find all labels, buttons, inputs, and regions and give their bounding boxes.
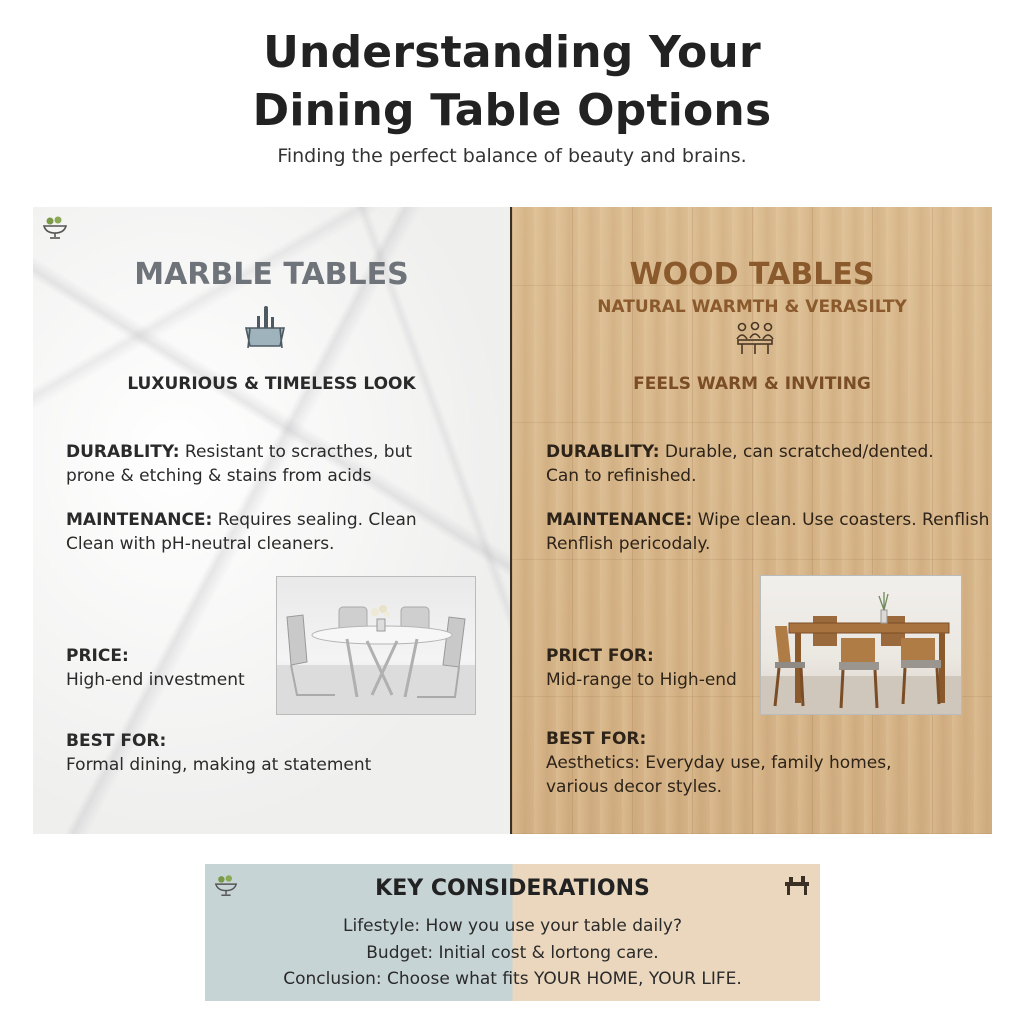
key-line-budget: Budget: Initial cost & lortong care. [366,943,659,963]
wood-maintenance-label: MAINTENANCE: [546,510,693,530]
marble-panel [33,207,510,834]
key-line-lifestyle: Lifestyle: How you use your table daily? [343,916,682,936]
wood-look: FEELS WARM & INVITING [633,374,871,394]
key-considerations-title: KEY CONSIDERATIONS [375,876,650,901]
marble-look: LUXURIOUS & TIMELESS LOOK [127,374,416,394]
marble-table-photo [276,576,476,715]
wood-price-text: Mid-range to High-end [546,670,737,690]
wood-tagline: NATURAL WARMTH & VERASILTY [597,297,907,317]
wood-best-label: BEST FOR: [546,729,647,749]
wood-best-for [546,727,891,799]
marble-maintenance-text-1: Requires sealing. Clean [212,510,417,530]
marble-durability [66,440,412,488]
family-dining-icon [734,321,776,359]
page-title-line-2: Dining Table Options [252,85,772,136]
key-line-conclusion: Conclusion: Choose what fits YOUR HOME, YOUR LIFE. [283,969,742,989]
marble-durability-text-1: Resistant to scracthes, but [179,442,413,462]
page-subtitle: Finding the perfect balance of beauty and brains. [277,145,747,167]
wood-best-text-2: various decor styles. [546,777,723,797]
marble-maintenance [66,508,417,556]
marble-best-text: Formal dining, making at statement [66,755,372,775]
wood-price [546,644,737,692]
wood-best-text-1: Aesthetics: Everyday use, family homes, [546,753,892,773]
marble-maintenance-label: MAINTENANCE: [66,510,213,530]
table-setting-icon [240,304,290,354]
marble-title: MARBLE TABLES [134,257,409,292]
wood-durability-text-2: Can to refinished. [546,466,697,486]
marble-durability-label: DURABLITY: [66,442,180,462]
marble-maintenance-text-2: Clean with pH-neutral cleaners. [66,534,335,554]
wood-durability-text-1: Durable, can scratched/dented. [659,442,934,462]
marble-best-label: BEST FOR: [66,731,167,751]
marble-best-for [66,729,371,777]
wood-price-label: PRICT FOR: [546,646,654,666]
marble-durability-text-2: prone & etching & stains from acids [66,466,372,486]
wood-durability-label: DURABLITY: [546,442,660,462]
marble-price-label: PRICE: [66,646,129,666]
wood-durability [546,440,934,488]
page-title-line-1: Understanding Your [263,27,761,78]
wood-panel [512,207,992,834]
wood-maintenance-text-1: Wipe clean. Use coasters. Renflish [692,510,990,530]
wood-title: WOOD TABLES [629,257,875,292]
marble-price [66,644,245,692]
wood-maintenance [546,508,989,556]
marble-price-text: High-end investment [66,670,245,690]
wood-maintenance-text-2: Renflish pericodaly. [546,534,711,554]
wood-table-photo [760,575,962,715]
key-considerations-box [205,864,820,1001]
fruit-bowl-icon [41,213,69,245]
